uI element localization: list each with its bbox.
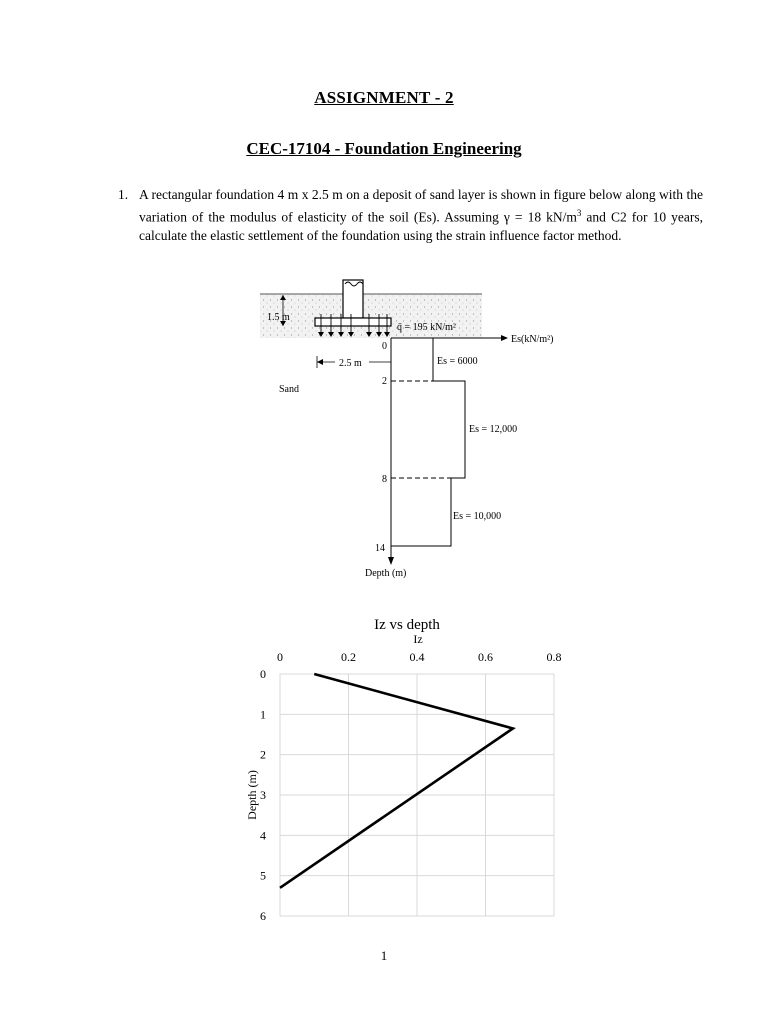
foundation-figure	[255, 270, 555, 590]
width-dimension-arrow	[317, 359, 323, 365]
es-axis-label: Es(kN/m²)	[511, 334, 554, 345]
depth-tick-8: 8	[382, 474, 387, 485]
iz-vs-depth-chart	[236, 608, 576, 938]
chart-title: Iz vs depth	[374, 617, 440, 633]
width-dimension-label: 2.5 m	[339, 358, 362, 369]
y-tick-label: 0	[260, 667, 266, 681]
es-axis-arrow	[501, 335, 508, 341]
y-tick-label: 3	[260, 788, 266, 802]
y-tick-label: 1	[260, 707, 266, 722]
question-text-superscript: 3	[576, 208, 582, 219]
y-tick-label: 6	[260, 909, 266, 923]
iz-series-line	[280, 674, 513, 888]
depth-tick-0: 0	[382, 341, 387, 352]
y-tick-label: 2	[260, 747, 266, 762]
layer-1-es-label: Es = 6000	[437, 356, 478, 367]
chart-y-ticks	[260, 667, 266, 923]
layer-3-es-label: Es = 10,000	[453, 511, 502, 522]
question-text-part1: A rectangular foundation 4 m x 2.5 m on a deposit of sand layer is shown in figure below along with the variation of the modulus of elasticity of the soil (Es). Assuming γ = 18 kN/m	[139, 187, 703, 225]
chart-x-label: Iz	[413, 632, 423, 646]
depth-axis-arrow	[388, 557, 394, 565]
question-1	[118, 186, 703, 245]
y-tick-label: 5	[260, 868, 266, 883]
x-tick-label: 0	[277, 650, 283, 664]
x-tick-label: 0.2	[341, 650, 356, 664]
load-label: q̄ = 195 kN/m²	[397, 322, 456, 333]
depth-axis-label: Depth (m)	[365, 568, 407, 579]
x-tick-label: 0.6	[478, 650, 493, 664]
x-tick-label: 0.8	[546, 650, 562, 664]
chart-y-label: Depth (m)	[245, 770, 259, 820]
question-number: 1.	[118, 187, 129, 202]
assignment-title: ASSIGNMENT - 2	[314, 88, 454, 107]
layer-2-es-label: Es = 12,000	[469, 424, 518, 435]
question-text-part2: and C2 for 10 years, calculate the elastic settlement of the foundation using the strain influence factor method.	[139, 209, 703, 244]
page-number: 1	[380, 948, 388, 963]
footing-base	[315, 318, 391, 326]
sand-label: Sand	[279, 384, 299, 395]
depth-dimension-label: 1.5 m	[267, 312, 290, 323]
x-tick-label: 0.4	[409, 650, 425, 664]
course-title: CEC-17104 - Foundation Engineering	[246, 139, 522, 158]
y-tick-label: 4	[260, 828, 266, 843]
chart-x-ticks	[277, 650, 562, 664]
question-text	[139, 186, 703, 245]
depth-tick-2: 2	[382, 376, 387, 387]
layer-boundaries	[391, 381, 451, 546]
depth-tick-14: 14	[375, 543, 385, 554]
